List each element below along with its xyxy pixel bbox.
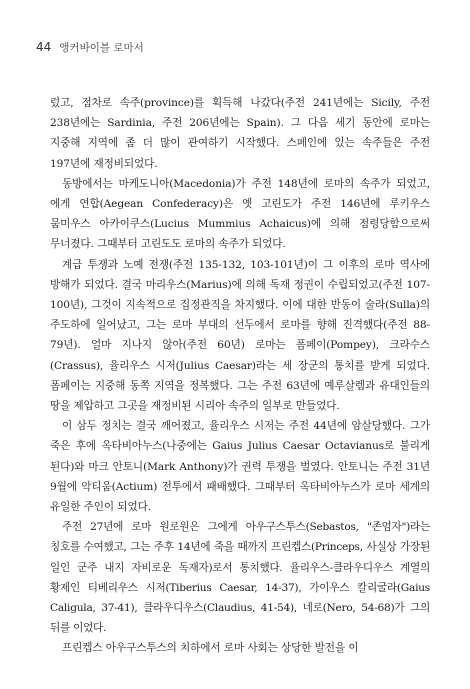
- paragraph-5: 주전 27년에 로마 원로원은 그에게 아우구스투스(Sebastos, "존엄자")라는 칭호를 수여했고, 그는 주후 14년에 죽을 때까지 프린켑스(Princeps, 사실상 가장된 일인 군주 내지 자비로운 독재자)로서 통치했다. 율리우스-클라우디우스 계열의 황제인 티베리우스 시저(Tiberius Caesar, 14-37), 가이우스 칼리굴라(Gaius Caligula, 37-41), 클라우디우스(Claudius, 41-54), 네로(Nero, 54-68)가 그의 뒤를 이었다.: [50, 521, 430, 635]
- paragraph-1: 렀고, 점차로 속주(province)를 획득해 나갔다(주전 241년에는 Sicily, 주전 238년에는 Sardinia, 주전 206년에는 Spain). 그 다음 세기 동안에 로마는 지중해 지역에 좀 더 많이 관여하기 시작했다. 스페인에 있는 속주들은 주전 197년에 재정비되었다.: [50, 97, 430, 170]
- paragraph-3: 계급 투쟁과 노예 전쟁(주전 135-132, 103-101년)이 그 이후의 로마 역사에 방해가 되었다. 결국 마리우스(Marius)에 의해 독재 정권이 수립되었고(주전 107-100년), 그것이 지속적으로 집정관직을 차지했다. 이에 대한 반동이 술라(Sulla)의 주도하에 일어났고, 그는 로마 부대의 선두에서 로마를 향해 진격했다(주전 88-79년). 얼마 지나지 않아(주전 60년) 로마는 폼페이(Pompey), 크라수스(Crassus), 율리우스 시저(Julius Caesar)라는 세 장군의 통치를 받게 되었다. 폼페이는 지중해 동쪽 지역을 정복했다. 그는 주전 63년에 예루살렘과 유대인들의 땅을 제압하고 그곳을 재정비된 시리아 속주의 일부로 만들었다.: [50, 258, 430, 413]
- running-title: 앵커바이블 로마서: [59, 42, 144, 54]
- paragraph-4: 이 삼두 정치는 결국 깨어졌고, 율리우스 시저는 주전 44년에 암살당했다. 그가 죽은 후에 옥타비아누스(나중에는 Gaius Julius Caesar Octavianus로 불리게 된다)와 마크 안토니(Mark Anthony)가 권력 투쟁을 벌였다. 안토니는 주전 31년 9월에 악티움(Actium) 전투에서 패배했다. 그때부터 옥타비아누스가 로마 세계의 유일한 주인이 되었다.: [50, 420, 430, 514]
- running-header: [36, 40, 144, 55]
- paragraph-6: 프린켑스 아우구스투스의 치하에서 로마 사회는 상당한 발전을 이: [62, 642, 359, 655]
- page-number: 44: [36, 40, 52, 54]
- body-text: [50, 93, 430, 659]
- paragraph-2: 동방에서는 마케도니아(Macedonia)가 주전 148년에 로마의 속주가 되었고, 에게 연합(Aegean Confederacy)은 옛 고린도가 주전 146년에 루키우스 뭄미우스 아카이쿠스(Lucius Mummius Achaicus)에 의해 점령당함으로써 무너졌다. 그때부터 고린도도 로마의 속주가 되었다.: [50, 177, 430, 251]
